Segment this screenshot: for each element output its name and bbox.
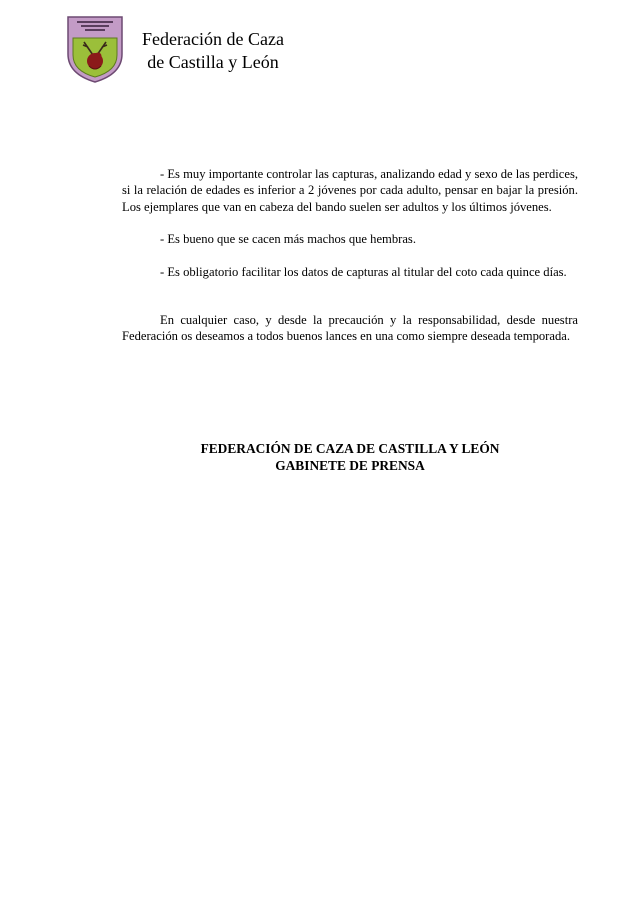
paragraph-closing: En cualquier caso, y desde la precaución y la responsabilidad, desde nuestra Federación os deseamos a todos buenos lances en una como siempre deseada temporada. bbox=[122, 313, 578, 344]
signature-line2: GABINETE DE PRENSA bbox=[275, 458, 425, 473]
organization-name bbox=[128, 28, 298, 74]
signature-block bbox=[122, 440, 578, 474]
organization-name-line1: Federación de Caza bbox=[142, 29, 284, 49]
paragraph-capture-data: - Es obligatorio facilitar los datos de capturas al titular del coto cada quince días. bbox=[160, 264, 567, 279]
paragraph-males-females: - Es bueno que se cacen más machos que hembras. bbox=[160, 232, 416, 247]
federation-crest-logo bbox=[65, 14, 125, 84]
organization-name-line2: de Castilla y León bbox=[147, 52, 279, 72]
signature-line1: FEDERACIÓN DE CAZA DE CASTILLA Y LEÓN bbox=[200, 441, 500, 456]
letter-body bbox=[122, 166, 578, 345]
paragraph-capture-control: - Es muy importante controlar las capturas, analizando edad y sexo de las perdices, si la relación de edades es inferior a 2 jóvenes por cada adulto, pensar en bajar la presión. Los ejemplares que van en cabeza del bando suelen ser adultos y los últimos jóvenes. bbox=[122, 167, 578, 214]
crest-icon bbox=[65, 14, 125, 84]
